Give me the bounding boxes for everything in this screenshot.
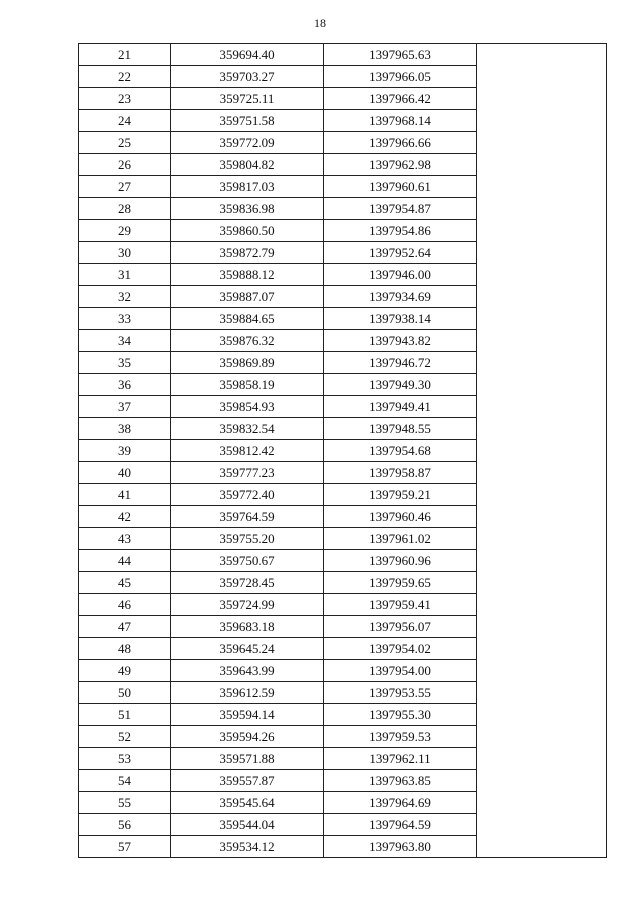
x-coordinate-cell: 359643.99 — [171, 660, 324, 682]
y-coordinate-cell: 1397952.64 — [324, 242, 477, 264]
y-coordinate-cell: 1397962.11 — [324, 748, 477, 770]
y-coordinate-cell: 1397946.00 — [324, 264, 477, 286]
point-number-cell: 31 — [79, 264, 171, 286]
point-number-cell: 42 — [79, 506, 171, 528]
point-number-cell: 51 — [79, 704, 171, 726]
point-number-cell: 30 — [79, 242, 171, 264]
x-coordinate-cell: 359724.99 — [171, 594, 324, 616]
y-coordinate-cell: 1397949.30 — [324, 374, 477, 396]
point-number-cell: 44 — [79, 550, 171, 572]
point-number-cell: 47 — [79, 616, 171, 638]
point-number-cell: 57 — [79, 836, 171, 858]
point-number-cell: 54 — [79, 770, 171, 792]
x-coordinate-cell: 359594.26 — [171, 726, 324, 748]
point-number-cell: 39 — [79, 440, 171, 462]
y-coordinate-cell: 1397964.59 — [324, 814, 477, 836]
table-row — [79, 44, 607, 66]
point-number-cell: 45 — [79, 572, 171, 594]
point-number-cell: 23 — [79, 88, 171, 110]
x-coordinate-cell: 359703.27 — [171, 66, 324, 88]
point-number-cell: 52 — [79, 726, 171, 748]
point-number-cell: 48 — [79, 638, 171, 660]
x-coordinate-cell: 359817.03 — [171, 176, 324, 198]
coordinates-table-body — [79, 44, 607, 858]
y-coordinate-cell: 1397946.72 — [324, 352, 477, 374]
x-coordinate-cell: 359812.42 — [171, 440, 324, 462]
y-coordinate-cell: 1397954.00 — [324, 660, 477, 682]
point-number-cell: 32 — [79, 286, 171, 308]
y-coordinate-cell: 1397934.69 — [324, 286, 477, 308]
point-number-cell: 27 — [79, 176, 171, 198]
y-coordinate-cell: 1397943.82 — [324, 330, 477, 352]
x-coordinate-cell: 359876.32 — [171, 330, 324, 352]
x-coordinate-cell: 359594.14 — [171, 704, 324, 726]
point-number-cell: 28 — [79, 198, 171, 220]
point-number-cell: 35 — [79, 352, 171, 374]
y-coordinate-cell: 1397948.55 — [324, 418, 477, 440]
y-coordinate-cell: 1397965.63 — [324, 44, 477, 66]
point-number-cell: 56 — [79, 814, 171, 836]
y-coordinate-cell: 1397959.21 — [324, 484, 477, 506]
point-number-cell: 49 — [79, 660, 171, 682]
point-number-cell: 21 — [79, 44, 171, 66]
y-coordinate-cell: 1397955.30 — [324, 704, 477, 726]
x-coordinate-cell: 359728.45 — [171, 572, 324, 594]
y-coordinate-cell: 1397959.65 — [324, 572, 477, 594]
point-number-cell: 50 — [79, 682, 171, 704]
y-coordinate-cell: 1397938.14 — [324, 308, 477, 330]
point-number-cell: 37 — [79, 396, 171, 418]
x-coordinate-cell: 359772.40 — [171, 484, 324, 506]
y-coordinate-cell: 1397954.68 — [324, 440, 477, 462]
point-number-cell: 29 — [79, 220, 171, 242]
point-number-cell: 24 — [79, 110, 171, 132]
x-coordinate-cell: 359683.18 — [171, 616, 324, 638]
x-coordinate-cell: 359612.59 — [171, 682, 324, 704]
notes-cell — [477, 44, 607, 858]
x-coordinate-cell: 359544.04 — [171, 814, 324, 836]
page-number: 18 — [314, 16, 326, 30]
x-coordinate-cell: 359755.20 — [171, 528, 324, 550]
point-number-cell: 36 — [79, 374, 171, 396]
y-coordinate-cell: 1397962.98 — [324, 154, 477, 176]
point-number-cell: 33 — [79, 308, 171, 330]
point-number-cell: 38 — [79, 418, 171, 440]
point-number-cell: 22 — [79, 66, 171, 88]
y-coordinate-cell: 1397959.41 — [324, 594, 477, 616]
x-coordinate-cell: 359854.93 — [171, 396, 324, 418]
y-coordinate-cell: 1397964.69 — [324, 792, 477, 814]
y-coordinate-cell: 1397960.61 — [324, 176, 477, 198]
y-coordinate-cell: 1397959.53 — [324, 726, 477, 748]
x-coordinate-cell: 359750.67 — [171, 550, 324, 572]
x-coordinate-cell: 359751.58 — [171, 110, 324, 132]
point-number-cell: 53 — [79, 748, 171, 770]
y-coordinate-cell: 1397956.07 — [324, 616, 477, 638]
y-coordinate-cell: 1397953.55 — [324, 682, 477, 704]
y-coordinate-cell: 1397954.86 — [324, 220, 477, 242]
y-coordinate-cell: 1397960.96 — [324, 550, 477, 572]
x-coordinate-cell: 359571.88 — [171, 748, 324, 770]
y-coordinate-cell: 1397966.42 — [324, 88, 477, 110]
x-coordinate-cell: 359694.40 — [171, 44, 324, 66]
x-coordinate-cell: 359887.07 — [171, 286, 324, 308]
y-coordinate-cell: 1397954.02 — [324, 638, 477, 660]
point-number-cell: 41 — [79, 484, 171, 506]
x-coordinate-cell: 359832.54 — [171, 418, 324, 440]
x-coordinate-cell: 359804.82 — [171, 154, 324, 176]
x-coordinate-cell: 359869.89 — [171, 352, 324, 374]
point-number-cell: 43 — [79, 528, 171, 550]
point-number-cell: 40 — [79, 462, 171, 484]
x-coordinate-cell: 359872.79 — [171, 242, 324, 264]
y-coordinate-cell: 1397963.85 — [324, 770, 477, 792]
y-coordinate-cell: 1397958.87 — [324, 462, 477, 484]
x-coordinate-cell: 359860.50 — [171, 220, 324, 242]
x-coordinate-cell: 359557.87 — [171, 770, 324, 792]
x-coordinate-cell: 359725.11 — [171, 88, 324, 110]
point-number-cell: 34 — [79, 330, 171, 352]
x-coordinate-cell: 359772.09 — [171, 132, 324, 154]
x-coordinate-cell: 359645.24 — [171, 638, 324, 660]
x-coordinate-cell: 359888.12 — [171, 264, 324, 286]
y-coordinate-cell: 1397949.41 — [324, 396, 477, 418]
y-coordinate-cell: 1397966.05 — [324, 66, 477, 88]
coordinates-table — [78, 43, 607, 858]
y-coordinate-cell: 1397960.46 — [324, 506, 477, 528]
point-number-cell: 46 — [79, 594, 171, 616]
x-coordinate-cell: 359884.65 — [171, 308, 324, 330]
y-coordinate-cell: 1397954.87 — [324, 198, 477, 220]
y-coordinate-cell: 1397961.02 — [324, 528, 477, 550]
y-coordinate-cell: 1397968.14 — [324, 110, 477, 132]
x-coordinate-cell: 359764.59 — [171, 506, 324, 528]
y-coordinate-cell: 1397966.66 — [324, 132, 477, 154]
y-coordinate-cell: 1397963.80 — [324, 836, 477, 858]
x-coordinate-cell: 359777.23 — [171, 462, 324, 484]
point-number-cell: 25 — [79, 132, 171, 154]
x-coordinate-cell: 359534.12 — [171, 836, 324, 858]
point-number-cell: 55 — [79, 792, 171, 814]
x-coordinate-cell: 359858.19 — [171, 374, 324, 396]
x-coordinate-cell: 359836.98 — [171, 198, 324, 220]
x-coordinate-cell: 359545.64 — [171, 792, 324, 814]
point-number-cell: 26 — [79, 154, 171, 176]
